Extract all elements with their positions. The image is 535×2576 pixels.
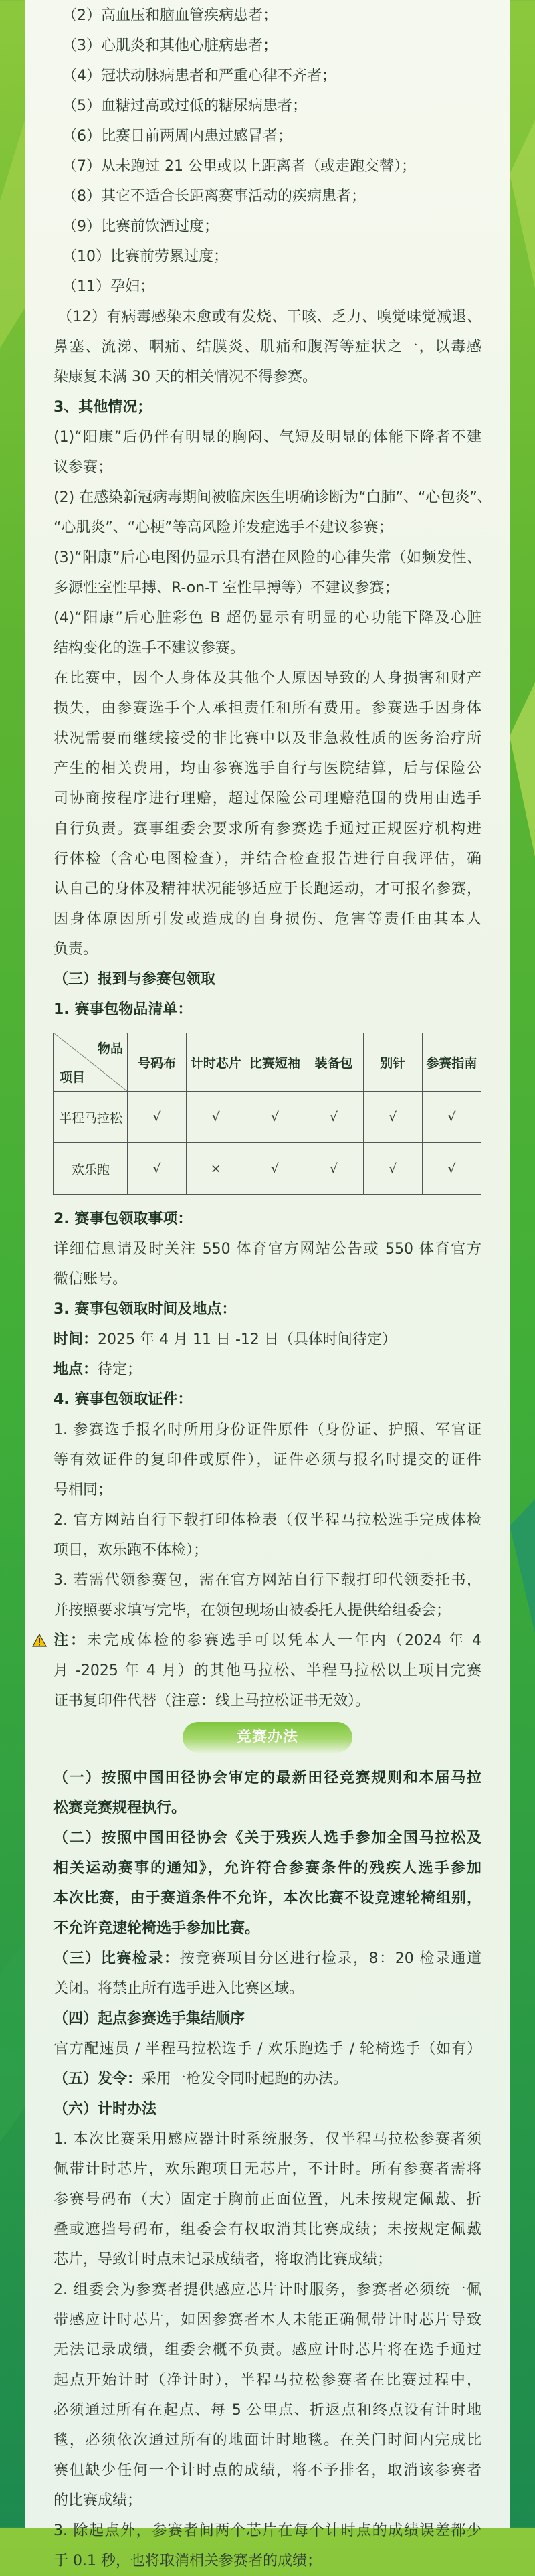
line-text: （10）比赛前劳累过度； [62,248,228,265]
bold-label: 注： [54,1632,88,1649]
line-text: 鼻塞、流涕、咽痛、结膜炎、肌痛和腹泻等症状之一，以毒感 [54,339,481,355]
section-heading [54,1763,481,1793]
text-line [54,483,492,513]
text-line [54,1415,481,1445]
text-line [54,2395,481,2425]
line-text: 2. 官方网站自行下载打印体检表（仅半程马拉松选手完成体检 [54,1512,481,1529]
text-line [54,452,481,483]
text-line [54,1626,481,1656]
line-text: 采用一枪发令同时起跑的办法。 [142,2071,348,2087]
text-line [54,723,481,754]
line-text: （二）按照中国田径协会《关于残疾人选手参加全国马拉松及 [54,1830,481,1847]
line-text: (2) 在感染新冠病毒期间被临床医生明确诊断为“白肺”、“心包炎”、 [54,489,492,506]
line-text: 行体检（含心电图检查），并结合检查报告进行自我评估，确 [54,851,481,867]
line-text: 议参赛； [54,459,113,476]
table-corner-cell [54,1033,128,1092]
text-line [54,2425,481,2456]
table-header-row [54,1033,481,1092]
line-text: (4)“阳康”后心脏彩色 B 超仍显示有明显的心功能下降及心脏 [54,610,481,626]
text-line [54,91,481,121]
check-mark: √ [422,1092,481,1143]
text-line [54,1324,481,1355]
text-line [54,2154,481,2184]
check-mark: √ [422,1143,481,1195]
check-mark: √ [363,1143,422,1195]
line-text: 月 -2025 年 4 月）的其他马拉松、半程马拉松以上项目完赛 [54,1662,481,1679]
line-text: “心肌炎”、“心梗”等高风险并发症选手不建议参赛； [54,519,393,536]
check-mark: √ [187,1092,245,1143]
section-heading [54,1294,481,1324]
text-line [54,1355,481,1385]
section-heading [54,1793,481,1823]
line-text: （6）比赛日前两周内患过感冒者； [62,128,292,145]
section-heading [54,1385,481,1415]
text-line [54,2034,481,2064]
section-heading [54,1913,481,1944]
check-mark: √ [245,1092,304,1143]
line-text: 3. 除起点外，参赛者间两个芯片在每个计时点的成绩误差都少 [54,2522,481,2539]
line-text: 产生的相关费用，均由参赛选手自行与医院结算，后与保险公 [54,760,481,777]
text-line [54,874,481,904]
text-line [54,543,481,573]
line-text: 未完成体检的参赛选手可以凭本人一年内（2024 年 4 [87,1632,481,1649]
text-line [54,934,481,964]
text-line [54,2064,481,2094]
line-text: 1. 本次比赛采用感应器计时系统服务，仅半程马拉松参赛者须 [54,2131,481,2148]
text-line [54,1234,481,1264]
column-header: 计时芯片 [187,1033,245,1092]
corner-label-events: 项目 [60,1070,86,1085]
text-line [54,2245,481,2275]
text-line [54,2184,481,2215]
line-text: 本次比赛，由于赛道条件不允许，本次比赛不设竞速轮椅组别， [54,1890,481,1907]
line-text: 关闭。将禁止所有选手进入比赛区域。 [54,1980,304,1997]
section-heading [54,995,481,1025]
line-text: （8）其它不适合长距离赛事活动的疾病患者； [62,188,366,205]
line-text: 赛但缺少任何一个计时点的成绩，将不予排名，取消该参赛者 [54,2462,481,2479]
text-line [54,1565,481,1596]
line-text: (1)“阳康”后仍伴有明显的胸闷、气短及明显的体能下降者不建 [54,429,481,446]
line-text: （12）有病毒感染未愈或有发烧、干咳、乏力、嗅觉味觉减退、 [58,309,481,325]
text-line [54,2456,481,2486]
line-text: （4）冠状动脉病患者和严重心律不齐者； [62,68,336,84]
line-text: （六）计时办法 [54,2101,157,2118]
text-line [54,2215,481,2245]
line-text: 于 0.1 秒，也将取消相关参赛者的成绩； [54,2553,322,2569]
text-line [54,1596,481,1626]
content-panel [25,0,510,2569]
text-line [54,2275,481,2305]
text-line [54,603,481,633]
section-banner [54,1716,481,1763]
text-line [54,2365,481,2395]
line-text: 毯，必须依次通过所有的地面计时地毯。在关门时间内完成比 [54,2432,481,2449]
text-line [54,121,481,151]
text-line [54,844,481,874]
text-line [54,513,481,543]
line-text: 3. 若需代领参赛包，需在官方网站自行下载打印代领委托书， [54,1572,481,1589]
line-text: 松赛竞赛规程执行。 [54,1800,187,1816]
check-mark: √ [304,1143,363,1195]
text-line [54,151,481,181]
text-line [54,784,481,814]
text-line [54,2516,481,2546]
line-text: （2）高血压和脑血管疾病患者； [62,7,278,24]
bold-label: （三）比赛检录： [54,1950,180,1967]
line-text: （7）从未跑过 21 公里或以上距离者（或走跑交替）； [62,158,416,175]
line-text: 多源性室性早搏、R-on-T 室性早搏等）不建议参赛； [54,580,399,596]
text-line [54,1535,481,1565]
bold-label: 时间： [54,1331,98,1348]
line-text: 认自己的身体及精神状况能够适应于长跑运动，才可报名参赛， [54,881,481,897]
line-text: 项目，欢乐跑不体检）； [54,1542,209,1559]
cross-mark: × [187,1143,245,1195]
text-line [54,332,481,362]
section-banner-title: 竞赛办法 [183,1722,352,1753]
column-header: 装备包 [304,1033,363,1092]
line-text: 3. 赛事包领取时间及地点： [54,1301,237,1318]
text-line [54,2486,481,2516]
text-line [54,61,481,91]
line-text: 叠或遮挡号码布，组委会有权取消其比赛成绩；未按规定佩戴 [54,2221,481,2238]
line-text: 佩带计时芯片，欢乐跑项目无芯片，不计时。所有参赛者需将 [54,2161,481,2178]
text-line [54,1505,481,1535]
line-text: 因身体原因所引发或造成的自身损伤、危害等责任由其本人 [54,911,481,928]
text-line [54,302,481,332]
line-text: 司协商按程序进行理赔，超过保险公司理赔范围的费用由选手 [54,790,481,807]
text-line [54,272,481,302]
line-text: 在比赛中，因个人身体及其他个人原因导致的人身损害和财产 [54,670,481,687]
text-line [54,422,481,452]
line-text: 带感应计时芯片，如因参赛者本人未能正确佩带计时芯片导致 [54,2312,481,2328]
text-line [54,1264,481,1294]
line-text: （三）报到与参赛包领取 [54,971,216,988]
check-mark: √ [245,1143,304,1195]
text-line [54,1656,481,1686]
row-header: 欢乐跑 [54,1143,128,1195]
text-line [54,663,481,693]
line-text: 按竞赛项目分区进行检录，8：20 检录通道 [179,1950,481,1967]
text-line [54,814,481,844]
line-text: 芯片，导致计时点未记录成绩者，将取消比赛成绩； [54,2251,393,2268]
text-line [54,633,481,663]
line-text: 待定； [98,1361,142,1378]
table-row [54,1143,481,1195]
check-mark: √ [363,1092,422,1143]
line-text: 1. 赛事包物品清单： [54,1001,193,1018]
line-text: 3、其他情况； [54,399,152,416]
text-line [54,1974,481,2004]
section-heading [54,392,481,422]
section-heading [54,2004,481,2034]
text-line [54,242,481,272]
line-text: 详细信息请及时关注 550 体育官方网站公告或 550 体育官方 [54,1241,481,1258]
document-body [54,1,492,2576]
column-header: 比赛短袖 [245,1033,304,1092]
section-heading [54,964,481,995]
text-line [54,362,481,392]
text-line [54,181,481,211]
line-text: 号相同； [54,1482,113,1498]
line-text: 损失，由参赛选手个人承担责任和所有费用。参赛选手因身体 [54,700,481,717]
line-text: （9）比赛前饮酒过度； [62,218,219,235]
line-text: （四）起点参赛选手集结顺序 [54,2010,245,2027]
line-text: 必须通过所有在起点、每 5 公里点、折返点和终点设有计时地 [54,2402,481,2419]
line-text: （5）血糖过高或过低的糖尿病患者； [62,98,307,114]
line-text: 状况需要而继续接受的非比赛中以及非急救性质的医务治疗所 [54,730,481,747]
text-line [54,1445,481,1475]
line-text: 自行负责。赛事组委会要求所有参赛选手通过正规医疗机构进 [54,821,481,837]
section-heading [54,1883,481,1913]
line-text: 2. 组委会为参赛者提供感应芯片计时服务，参赛者必须统一佩 [54,2282,481,2298]
text-line [54,2546,481,2576]
line-text: 1. 参赛选手报名时所用身份证件原件（身份证、护照、军官证 [54,1422,481,1438]
section-heading [54,1823,481,1853]
bold-label: （五）发令： [54,2071,142,2087]
line-text: （一）按照中国田径协会审定的最新田径竞赛规则和本届马拉 [54,1770,481,1786]
line-text: 不允许竞速轮椅选手参加比赛。 [54,1920,260,1937]
text-line [54,1475,481,1505]
text-line [54,1944,481,1974]
text-line [54,211,481,242]
bold-label: 地点： [54,1361,98,1378]
line-text: 起点开始计时（净计时），半程马拉松参赛者在比赛过程中， [54,2372,481,2389]
line-text: 等有效证件的复印件或原件），证件必须与报名时提交的证件 [54,1452,481,1468]
text-line [54,693,481,723]
line-text: 官方配速员 / 半程马拉松选手 / 欢乐跑选手 / 轮椅选手（如有） [54,2041,481,2057]
text-line [54,573,481,603]
line-text: 结构变化的选手不建议参赛。 [54,640,245,657]
line-text: 2025 年 4 月 11 日 -12 日（具体时间待定） [98,1331,397,1348]
line-text: 2. 赛事包领取事项： [54,1211,193,1227]
column-header: 号码布 [128,1033,187,1092]
kit-items-table [54,1033,481,1195]
check-mark: √ [304,1092,363,1143]
line-text: 参赛号码布（大）固定于胸前正面位置，凡未按规定佩戴、折 [54,2191,481,2208]
text-line [54,904,481,934]
line-text: 染康复未满 30 天的相关情况不得参赛。 [54,369,317,385]
line-text: 并按照要求填写完毕，在领包现场由被委托人提供给组委会； [54,1602,451,1619]
warning-icon [32,1634,47,1647]
column-header: 别针 [363,1033,422,1092]
line-text: 负责。 [54,941,98,958]
text-line [54,2335,481,2365]
line-text: （11）孕妇； [62,278,154,295]
line-text: 微信账号。 [54,1271,128,1288]
line-text: 的比赛成绩； [54,2492,142,2509]
text-line [54,754,481,784]
text-line [54,31,481,61]
line-text: （3）心肌炎和其他心脏病患者； [62,37,278,54]
check-mark: √ [128,1092,187,1143]
section-heading [54,1204,481,1234]
corner-label-items: 物品 [97,1041,123,1056]
column-header: 参赛指南 [422,1033,481,1092]
text-line [54,1,481,31]
section-heading [54,2094,481,2124]
table-row [54,1092,481,1143]
line-text: 相关运动赛事的通知》，允许符合参赛条件的残疾人选手参加 [54,1860,481,1877]
line-text: (3)“阳康”后心电图仍显示具有潜在风险的心律失常（如频发性、 [54,549,481,566]
text-line [54,1686,481,1716]
line-text: 证书复印件代替（注意：线上马拉松证书无效）。 [54,1693,370,1709]
check-mark: √ [128,1143,187,1195]
section-heading [54,1853,481,1883]
text-line [54,2305,481,2335]
text-line [54,2124,481,2154]
line-text: 4. 赛事包领取证件： [54,1391,193,1408]
line-text: 无法记录成绩，组委会概不负责。感应计时芯片将在选手通过 [54,2342,481,2358]
row-header: 半程马拉松 [54,1092,128,1143]
